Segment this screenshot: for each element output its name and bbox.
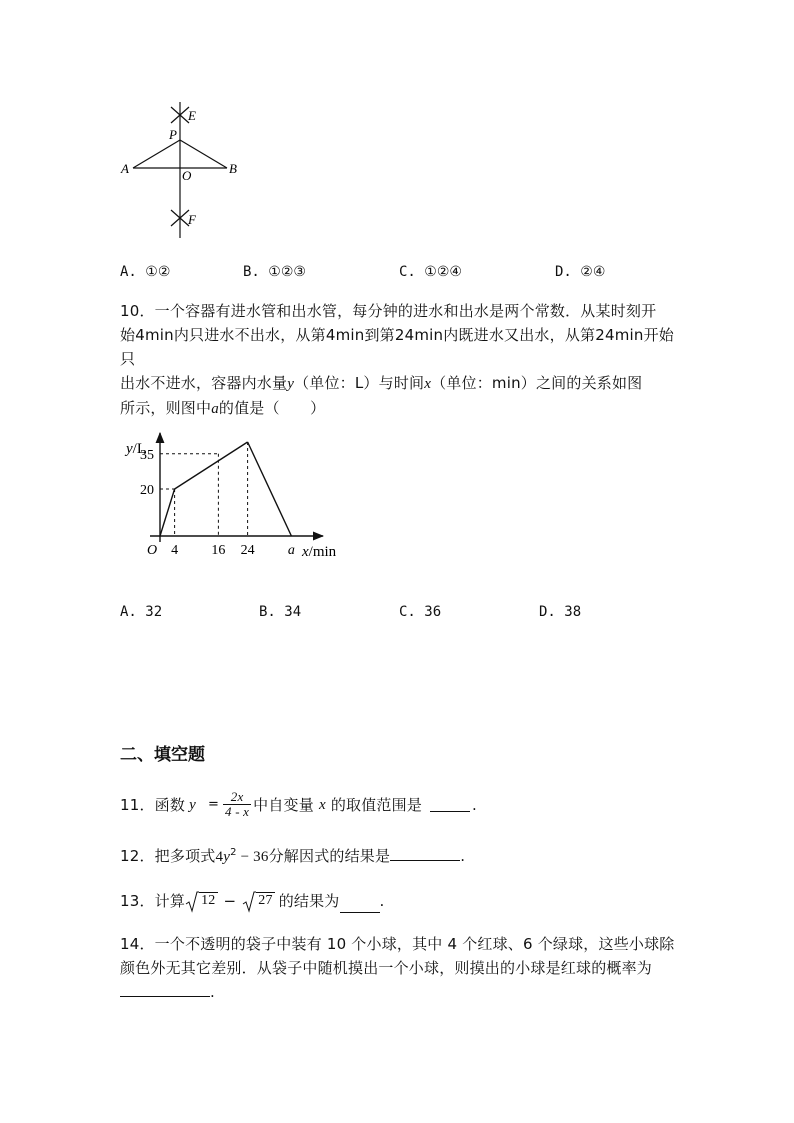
- q13-answer-blank[interactable]: [340, 898, 380, 913]
- q10-option-c: C. 36: [399, 604, 442, 620]
- q9-option-a: A. ①②: [120, 264, 171, 280]
- segment-pa: [133, 140, 180, 168]
- q13-radicand-2: 27: [258, 893, 273, 908]
- q13-prefix: 13．计算: [120, 892, 186, 910]
- q9-option-d: D. ②④: [555, 264, 606, 280]
- q10-var-y: y: [287, 376, 295, 392]
- label-a: A: [121, 161, 129, 176]
- q12-answer-blank[interactable]: [390, 846, 460, 861]
- q11-end: .: [472, 795, 477, 814]
- question-13: [120, 889, 384, 913]
- q9-option-c: C. ①②④: [399, 264, 462, 280]
- question-12: [120, 841, 465, 869]
- q10-line-3: [120, 371, 680, 396]
- water-volume-chart: [118, 425, 358, 565]
- q11-numerator: 2x: [223, 790, 251, 805]
- q14-line-1: 14．一个不透明的袋子中装有 10 个小球，其中 4 个红球、6 个绿球，这些小球除: [120, 935, 675, 953]
- q12-poly-var: y: [223, 849, 231, 865]
- q10-line-2: 始4min内只进水不出水，从第4min到第24min内既进水又出水，从第24min开始只: [120, 326, 675, 368]
- label-b: B: [229, 161, 237, 176]
- q10-option-d: D. 38: [539, 604, 582, 620]
- segment-pb: [180, 140, 227, 168]
- q11-var-y: y: [189, 796, 196, 813]
- x-tick-label-24: 24: [240, 543, 255, 558]
- series-segment-2: [248, 442, 292, 536]
- label-e: E: [188, 108, 196, 123]
- q10-var-x: x: [424, 376, 432, 392]
- x-tick-label-16: 16: [211, 543, 226, 558]
- origin-label: O: [147, 543, 158, 558]
- q12-prefix: 12．把多项式: [120, 847, 216, 865]
- x-axis-label: x/min: [302, 544, 337, 560]
- series-segment-1: [175, 442, 248, 489]
- q13-sqrt-27: [242, 889, 274, 913]
- q12-poly-const: − 36: [236, 849, 269, 865]
- q11-equals: =: [207, 796, 220, 812]
- series-segment-0: [160, 489, 175, 536]
- q12-suffix: 分解因式的结果是: [268, 847, 391, 865]
- question-11: [120, 790, 477, 819]
- q12-end: .: [460, 847, 466, 865]
- q11-prefix: 11．函数: [120, 795, 186, 814]
- q10-line-1: 10．一个容器有进水管和出水管，每分钟的进水和出水是两个常数．从某时刻开: [120, 302, 657, 320]
- q13-sqrt-12: [185, 889, 217, 913]
- q11-denominator: 4 - x: [225, 804, 250, 819]
- q13-radicand-1: 12: [201, 893, 216, 908]
- q9-option-b: B. ①②③: [243, 264, 306, 280]
- q14-line-2: 颜色外无其它差别．从袋子中随机摸出一个小球，则摸出的小球是红球的概率为: [120, 959, 653, 977]
- label-f: F: [188, 212, 196, 227]
- y-axis-label: y/L: [126, 441, 147, 457]
- q10-option-b: B. 34: [259, 604, 302, 620]
- q11-answer-blank[interactable]: [430, 797, 470, 812]
- q10-line-3-b: （单位：L）与时间: [294, 374, 425, 392]
- geometry-figure: [115, 98, 255, 243]
- q11-var-x: x: [318, 796, 326, 813]
- q10-var-a: a: [211, 401, 219, 417]
- y-tick-label-35: 35: [140, 447, 154, 463]
- q14-end: .: [210, 983, 215, 1001]
- q12-poly-exp: 2: [230, 847, 237, 858]
- q10-line-4-b: 的值是（ ）: [218, 399, 326, 417]
- question-14: [120, 932, 690, 1004]
- q13-end: .: [379, 892, 385, 910]
- q11-fraction: [223, 790, 251, 819]
- q10-line-3-a: 出水不进水，容器内水量: [120, 374, 288, 392]
- q10-line-3-c: （单位：min）之间的关系如图: [431, 374, 643, 392]
- x-tick-label-4: 4: [171, 543, 179, 558]
- label-o: O: [182, 168, 192, 183]
- label-p: P: [169, 127, 177, 142]
- q13-minus: −: [223, 892, 237, 910]
- q11-suffix-2: 的取值范围是: [330, 795, 423, 814]
- sqrt-sign-icon: [185, 891, 199, 913]
- q14-line-3: [120, 980, 690, 1004]
- q10-line-4-a: 所示，则图中: [120, 399, 212, 417]
- q13-suffix: 的结果为: [278, 892, 340, 910]
- x-tick-label-a: a: [287, 543, 295, 558]
- sqrt-sign-icon: [242, 891, 256, 913]
- q11-suffix: 中自变量: [253, 795, 314, 814]
- question-10: [120, 299, 680, 421]
- q12-poly-coef: 4: [215, 849, 224, 865]
- q10-option-a: A. 32: [120, 604, 163, 620]
- y-tick-label-20: 20: [140, 483, 154, 498]
- section-title-fill-in: 二、填空题: [120, 745, 205, 765]
- q10-line-4: [120, 396, 680, 421]
- q14-answer-blank[interactable]: [120, 982, 210, 997]
